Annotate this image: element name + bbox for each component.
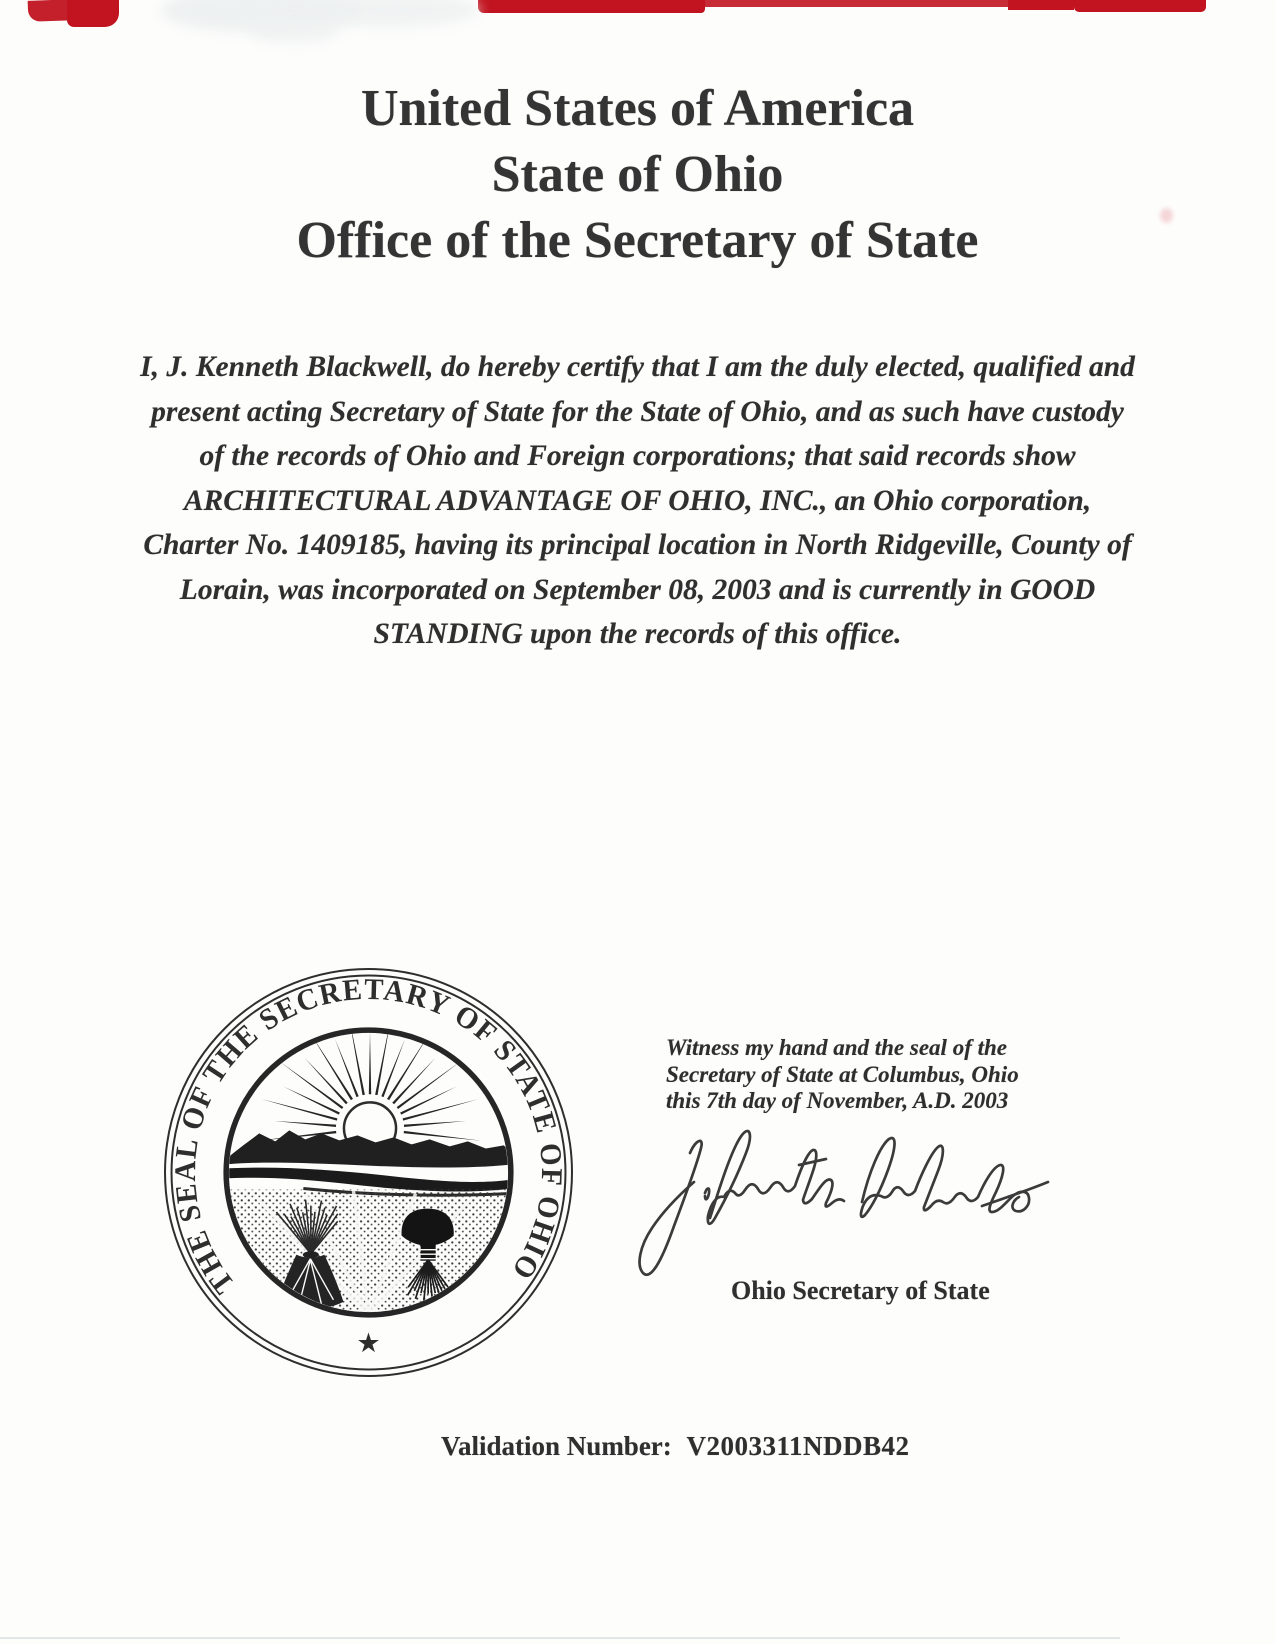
certification-line: STANDING upon the records of this office.	[373, 618, 902, 650]
certification-line: I, J. Kenneth Blackwell, do hereby certify that I am the duly elected, qualified and	[140, 351, 1135, 383]
header-state: State of Ohio	[491, 146, 784, 203]
witness-line: Witness my hand and the seal of the	[666, 1035, 1007, 1060]
certification-line: Charter No. 1409185, having its principal location in North Ridgeville, County of	[143, 529, 1132, 561]
certification-line: of the records of Ohio and Foreign corporations; that said records show	[199, 440, 1076, 472]
scan-artifact-bottom-line	[0, 1637, 1120, 1639]
document-header	[0, 76, 1275, 274]
scan-artifact-red-strip	[1008, 0, 1074, 10]
certification-line: Lorain, was incorporated on September 08, 2003 and is currently in GOOD	[179, 573, 1096, 606]
scan-artifact-red-strip	[705, 0, 1008, 7]
witness-line: Secretary of State at Columbus, Ohio	[666, 1061, 1019, 1087]
header-country: United States of America	[360, 80, 915, 137]
seal-ring-text: THE SEAL OF THE SECRETARY OF STATE OF OHIO	[167, 971, 570, 1301]
certification-text	[68, 345, 1208, 657]
ohio-secretary-of-state-seal	[163, 967, 574, 1378]
certification-line: present acting Secretary of State for the State of Ohio, and as such have custody	[151, 395, 1124, 428]
header-office: Office of the Secretary of State	[296, 212, 979, 269]
validation-label: Validation Number:	[441, 1431, 672, 1461]
scan-artifact-red-strip	[478, 0, 705, 13]
validation-value: V2003311NDDB42	[686, 1431, 910, 1461]
witness-block	[666, 1035, 1086, 1115]
wheat-sheaf-tie	[303, 1251, 319, 1258]
witness-line: this 7th day of November, A.D. 2003	[666, 1088, 1009, 1113]
signature-strokes	[640, 1131, 1048, 1275]
validation-number	[441, 1431, 910, 1462]
seal-star-icon: ★	[356, 1327, 381, 1358]
certification-line: ARCHITECTURAL ADVANTAGE OF OHIO, INC., an Ohio corporation,	[183, 484, 1092, 517]
scan-artifact-red-strip	[1074, 0, 1206, 12]
scan-artifact-smudge	[250, 18, 340, 44]
scan-artifact-red-blob	[67, 0, 119, 27]
arrow-bundle-cap-icon	[402, 1209, 454, 1246]
signer-title: Ohio Secretary of State	[731, 1276, 990, 1305]
